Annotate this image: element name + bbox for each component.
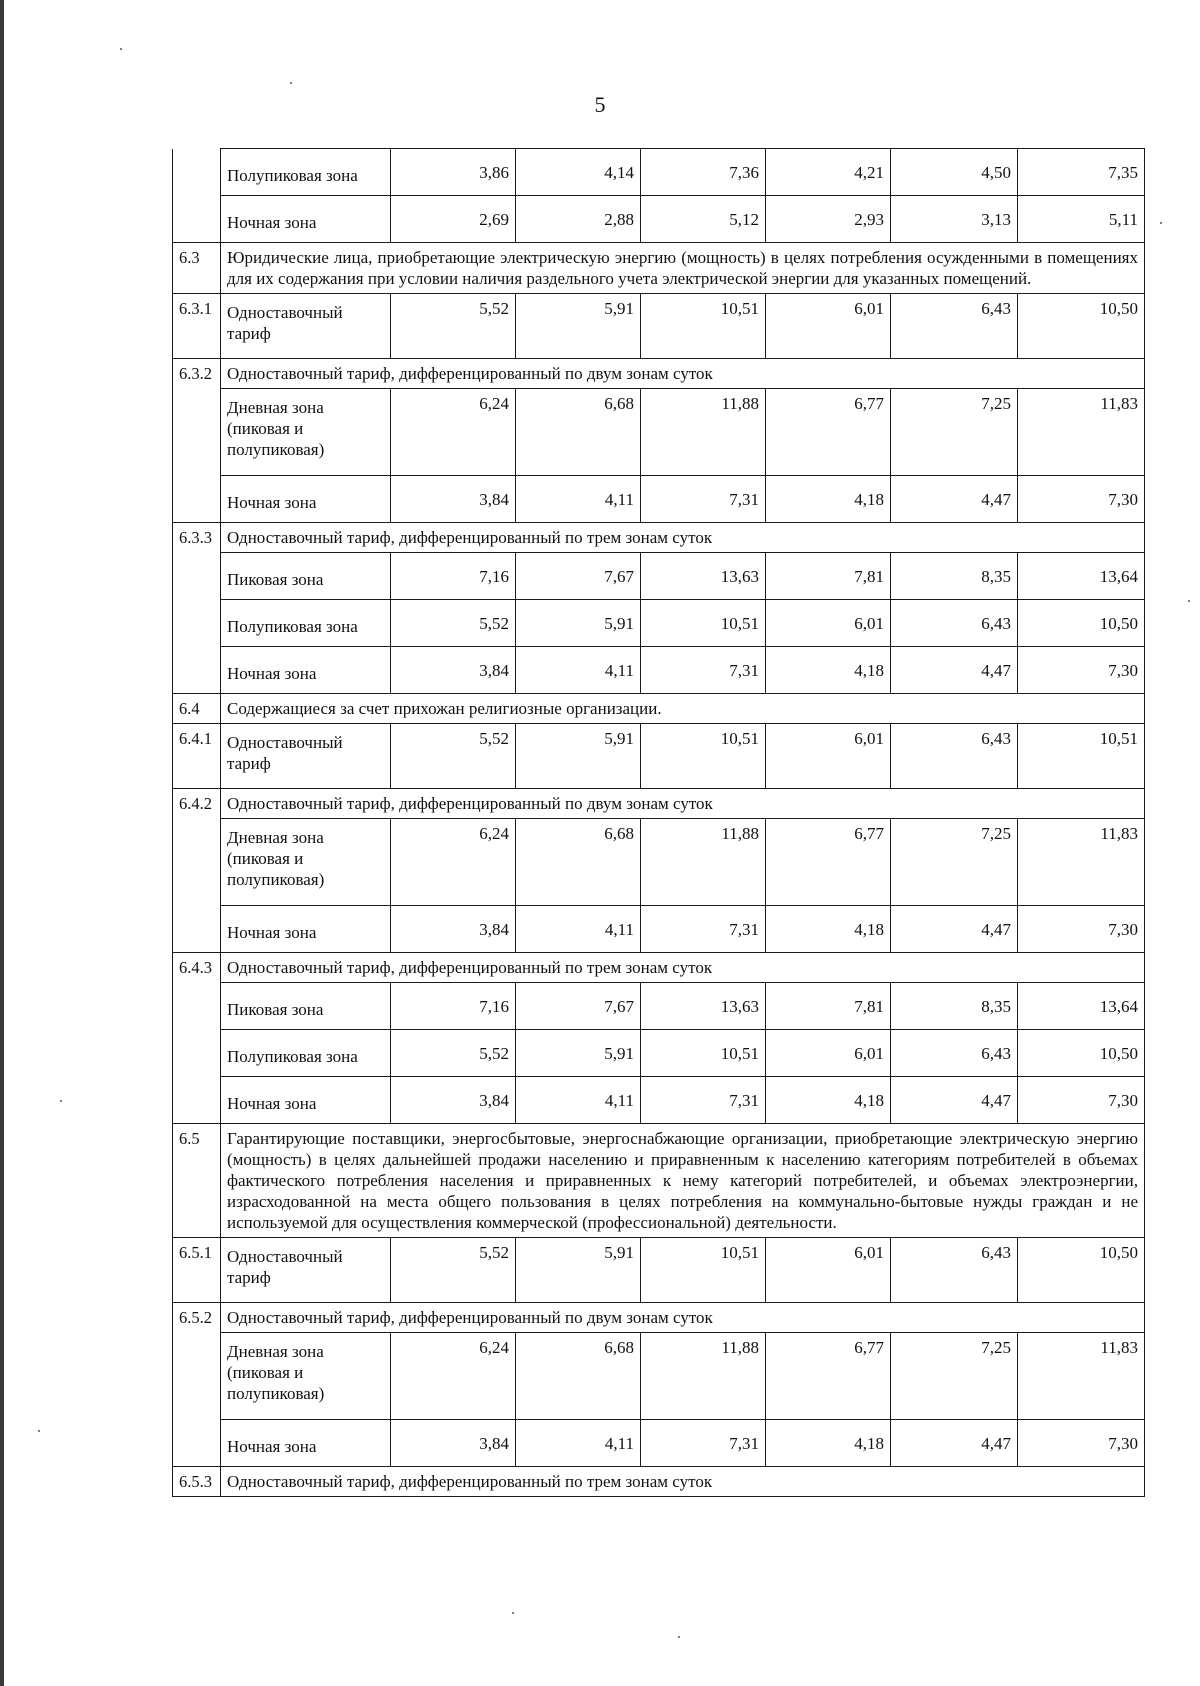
tariff-value: 11,88 [641,819,766,906]
tariff-value: 10,51 [1018,724,1145,789]
tariff-value: 7,35 [1018,149,1145,196]
tariff-value: 6,43 [891,1030,1018,1077]
tariff-value: 3,84 [391,476,516,523]
tariff-value: 6,43 [891,600,1018,647]
tariff-row [173,1420,1145,1467]
tariff-value: 6,01 [766,600,891,647]
tariff-value: 4,11 [516,476,641,523]
tariff-value: 7,30 [1018,1077,1145,1124]
tariff-value: 7,30 [1018,647,1145,694]
row-code [173,389,221,476]
row-code: 6.3.2 [173,359,221,389]
tariff-row [173,149,1145,196]
tariff-value: 6,24 [391,1333,516,1420]
tariff-value: 13,63 [641,553,766,600]
scan-speck [1188,600,1190,602]
tariff-value: 6,43 [891,294,1018,359]
row-label: Дневная зона (пиковая и полупиковая) [221,389,391,476]
section-row [173,953,1145,983]
tariff-value: 11,83 [1018,389,1145,476]
tariff-value: 5,52 [391,294,516,359]
tariff-value: 7,31 [641,1420,766,1467]
tariff-value: 4,21 [766,149,891,196]
row-code [173,647,221,694]
tariff-value: 6,24 [391,819,516,906]
tariff-value: 11,88 [641,389,766,476]
section-description: Гарантирующие поставщики, энергосбытовые, энергоснабжающие организации, приобретающие электрическую энергию (мощность) в целях дальнейшей продажи населению и приравненным к населению категориям потребителей в объемах фактического потребления населения и приравненных к нему категорий потребителей, и объемах электроэнергии, израсходованной на места общего пользования в целях потребления на коммунально-бытовые нужды граждан и не используемой для осуществления коммерческой (профессиональной) деятельности. [221,1124,1145,1238]
tariff-value: 6,77 [766,389,891,476]
tariff-row [173,1333,1145,1420]
tariff-value: 3,86 [391,149,516,196]
tariff-value: 4,18 [766,647,891,694]
tariff-value: 4,50 [891,149,1018,196]
section-description: Юридические лица, приобретающие электрическую энергию (мощность) в целях потребления осужденными в помещениях для их содержания при условии наличия раздельного учета электрической энергии для указанных помещений. [221,243,1145,294]
tariff-value: 13,64 [1018,553,1145,600]
row-label: Ночная зона [221,906,391,953]
tariff-value: 7,16 [391,553,516,600]
row-code: 6.4.1 [173,724,221,789]
tariff-value: 6,77 [766,1333,891,1420]
section-description: Содержащиеся за счет прихожан религиозные организации. [221,694,1145,724]
tariff-value: 7,31 [641,906,766,953]
scan-edge [0,0,4,1686]
section-description: Одноставочный тариф, дифференцированный по трем зонам суток [221,1467,1145,1497]
tariff-value: 6,68 [516,389,641,476]
tariff-value: 6,43 [891,724,1018,789]
row-label: Ночная зона [221,1077,391,1124]
section-row [173,243,1145,294]
tariff-value: 7,25 [891,819,1018,906]
tariff-row [173,294,1145,359]
tariff-value: 7,30 [1018,476,1145,523]
tariff-value: 5,52 [391,1238,516,1303]
tariff-value: 2,88 [516,196,641,243]
row-code [173,1030,221,1077]
tariff-value: 10,50 [1018,600,1145,647]
tariff-value: 7,30 [1018,906,1145,953]
tariff-value: 4,11 [516,906,641,953]
tariff-row [173,983,1145,1030]
tariff-value: 5,52 [391,1030,516,1077]
row-label: Полупиковая зона [221,149,391,196]
tariff-value: 7,16 [391,983,516,1030]
row-label: Ночная зона [221,476,391,523]
tariff-value: 8,35 [891,553,1018,600]
row-label: Одноставочный тариф [221,724,391,789]
tariff-value: 4,47 [891,647,1018,694]
section-description: Одноставочный тариф, дифференцированный по трем зонам суток [221,523,1145,553]
scan-speck [290,82,292,84]
row-code: 6.3.1 [173,294,221,359]
tariff-row [173,1030,1145,1077]
section-row [173,694,1145,724]
scan-speck [120,48,122,50]
tariff-value: 7,25 [891,389,1018,476]
row-label: Дневная зона (пиковая и полупиковая) [221,1333,391,1420]
row-code: 6.4.3 [173,953,221,983]
tariff-value: 5,91 [516,724,641,789]
tariff-value: 4,14 [516,149,641,196]
tariff-value: 7,31 [641,476,766,523]
tariff-value: 4,18 [766,1420,891,1467]
tariff-value: 5,12 [641,196,766,243]
tariff-value: 2,93 [766,196,891,243]
row-label: Ночная зона [221,647,391,694]
tariff-row [173,906,1145,953]
tariff-value: 6,43 [891,1238,1018,1303]
tariff-value: 4,11 [516,647,641,694]
tariff-value: 4,47 [891,906,1018,953]
tariff-table-body [173,149,1145,1497]
section-row [173,359,1145,389]
tariff-table [172,148,1145,1497]
row-code [173,553,221,600]
tariff-value: 11,83 [1018,1333,1145,1420]
row-code: 6.3 [173,243,221,294]
tariff-value: 7,67 [516,983,641,1030]
tariff-value: 6,01 [766,724,891,789]
tariff-value: 10,50 [1018,294,1145,359]
page-number: 5 [594,92,606,117]
row-code [173,1420,221,1467]
row-label: Полупиковая зона [221,1030,391,1077]
tariff-value: 5,91 [516,1030,641,1077]
scan-speck [38,1430,40,1432]
tariff-value: 5,52 [391,600,516,647]
tariff-value: 6,24 [391,389,516,476]
tariff-value: 7,30 [1018,1420,1145,1467]
tariff-value: 10,51 [641,294,766,359]
tariff-value: 3,84 [391,1420,516,1467]
tariff-value: 6,01 [766,294,891,359]
scan-speck [512,1612,514,1614]
row-label: Пиковая зона [221,983,391,1030]
tariff-value: 7,31 [641,647,766,694]
tariff-value: 10,50 [1018,1030,1145,1077]
row-code: 6.4 [173,694,221,724]
tariff-value: 4,47 [891,1077,1018,1124]
tariff-row [173,196,1145,243]
tariff-value: 7,81 [766,983,891,1030]
tariff-value: 5,11 [1018,196,1145,243]
tariff-row [173,724,1145,789]
tariff-row [173,647,1145,694]
tariff-value: 3,84 [391,906,516,953]
tariff-value: 11,83 [1018,819,1145,906]
tariff-value: 13,63 [641,983,766,1030]
row-code [173,819,221,906]
tariff-value: 3,84 [391,647,516,694]
tariff-value: 6,68 [516,819,641,906]
tariff-value: 7,25 [891,1333,1018,1420]
tariff-value: 10,51 [641,600,766,647]
tariff-value: 6,01 [766,1238,891,1303]
tariff-row [173,553,1145,600]
scan-speck [60,1100,62,1102]
row-code [173,600,221,647]
tariff-value: 4,18 [766,476,891,523]
tariff-value: 6,68 [516,1333,641,1420]
row-label: Полупиковая зона [221,600,391,647]
section-row [173,1467,1145,1497]
row-code: 6.5.2 [173,1303,221,1333]
row-code [173,476,221,523]
section-description: Одноставочный тариф, дифференцированный по двум зонам суток [221,359,1145,389]
tariff-value: 4,18 [766,1077,891,1124]
section-row [173,523,1145,553]
section-description: Одноставочный тариф, дифференцированный по двум зонам суток [221,789,1145,819]
tariff-value: 6,77 [766,819,891,906]
tariff-value: 2,69 [391,196,516,243]
tariff-value: 4,18 [766,906,891,953]
row-code [173,906,221,953]
section-row [173,1303,1145,1333]
row-code [173,1333,221,1420]
row-code: 6.5 [173,1124,221,1238]
scan-speck [1160,222,1162,224]
tariff-value: 7,36 [641,149,766,196]
row-label: Одноставочный тариф [221,1238,391,1303]
row-code [173,983,221,1030]
row-label: Одноставочный тариф [221,294,391,359]
row-code: 6.4.2 [173,789,221,819]
tariff-value: 4,11 [516,1077,641,1124]
row-code [173,149,221,196]
tariff-value: 13,64 [1018,983,1145,1030]
tariff-value: 7,81 [766,553,891,600]
row-label: Пиковая зона [221,553,391,600]
tariff-value: 5,91 [516,600,641,647]
tariff-row [173,1238,1145,1303]
tariff-row [173,389,1145,476]
row-code: 6.3.3 [173,523,221,553]
tariff-value: 7,31 [641,1077,766,1124]
row-code [173,1077,221,1124]
tariff-value: 10,51 [641,1030,766,1077]
scan-speck [678,1636,680,1638]
row-code: 6.5.3 [173,1467,221,1497]
section-row [173,789,1145,819]
tariff-value: 3,84 [391,1077,516,1124]
tariff-value: 4,47 [891,476,1018,523]
tariff-value: 11,88 [641,1333,766,1420]
tariff-value: 10,50 [1018,1238,1145,1303]
tariff-value: 5,52 [391,724,516,789]
tariff-value: 3,13 [891,196,1018,243]
row-label: Ночная зона [221,196,391,243]
row-label: Ночная зона [221,1420,391,1467]
tariff-value: 5,91 [516,294,641,359]
row-label: Дневная зона (пиковая и полупиковая) [221,819,391,906]
tariff-row [173,1077,1145,1124]
tariff-value: 10,51 [641,724,766,789]
tariff-row [173,819,1145,906]
tariff-value: 8,35 [891,983,1018,1030]
section-row [173,1124,1145,1238]
tariff-row [173,600,1145,647]
section-description: Одноставочный тариф, дифференцированный по двум зонам суток [221,1303,1145,1333]
tariff-value: 5,91 [516,1238,641,1303]
tariff-value: 7,67 [516,553,641,600]
section-description: Одноставочный тариф, дифференцированный по трем зонам суток [221,953,1145,983]
tariff-value: 6,01 [766,1030,891,1077]
tariff-value: 4,47 [891,1420,1018,1467]
tariff-value: 4,11 [516,1420,641,1467]
tariff-row [173,476,1145,523]
tariff-value: 10,51 [641,1238,766,1303]
row-code [173,196,221,243]
row-code: 6.5.1 [173,1238,221,1303]
